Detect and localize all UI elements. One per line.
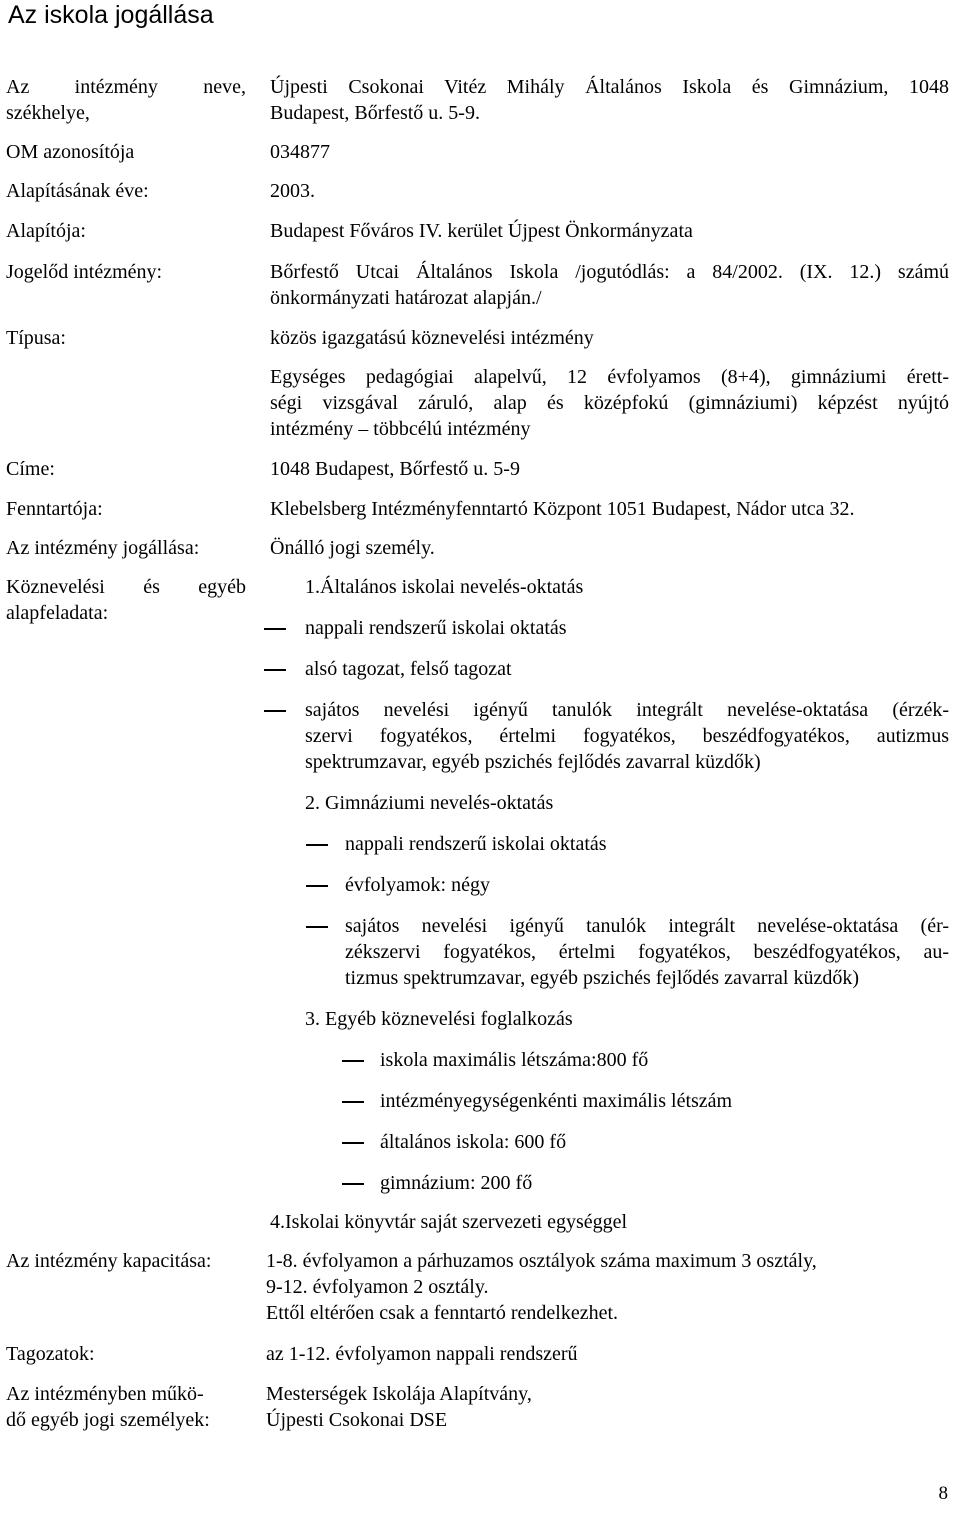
value-address: Budapest, Bőrfestő u. 5-9. xyxy=(270,102,480,124)
label-founder: Alapítója: xyxy=(6,220,86,242)
value-maintainer: Klebelsberg Intézményfenntartó Központ 1051 Budapest, Nádor utca 32. xyxy=(270,498,855,520)
label-name-cont: székhelye, xyxy=(6,102,90,124)
label-other-entities-cont: dő egyéb jogi személyek: xyxy=(6,1409,210,1431)
list-item: intézményegységenkénti maximális létszám xyxy=(380,1090,733,1112)
label-tasks-cont: alapfeladata: xyxy=(6,602,109,624)
value-legal-status: Önálló jogi személy. xyxy=(270,537,435,559)
value-other-entity-1: Mesterségek Iskolája Alapítvány, xyxy=(266,1383,532,1405)
dash-bullet xyxy=(264,628,286,630)
value-type-desc-1: Egységes pedagógiai alapelvű, 12 évfolyamos (8+4), gimnáziumi érett- xyxy=(270,366,949,388)
label-om: OM azonosítója xyxy=(6,141,135,163)
dash-bullet xyxy=(264,710,286,712)
value-capacity-2: 9-12. évfolyamon 2 osztály. xyxy=(266,1276,489,1298)
section-4-title: 4.Iskolai könyvtár saját szervezeti egységgel xyxy=(270,1211,628,1233)
value-capacity-1: 1-8. évfolyamon a párhuzamos osztályok száma maximum 3 osztály, xyxy=(266,1250,817,1272)
value-other-entity-2: Újpesti Csokonai DSE xyxy=(266,1409,448,1431)
label-predecessor: Jogelőd intézmény: xyxy=(6,261,163,283)
dash-bullet xyxy=(264,669,286,671)
list-item: évfolyamok: négy xyxy=(345,874,490,896)
value-address-full: 1048 Budapest, Bőrfestő u. 5-9 xyxy=(270,458,520,480)
dash-bullet xyxy=(342,1101,364,1103)
list-item-cont: tizmus spektrumzavar, egyéb pszichés fejlődés zavarral küzdők) xyxy=(345,967,859,989)
label-type: Típusa: xyxy=(6,327,66,349)
value-founder: Budapest Főváros IV. kerület Újpest Önkormányzata xyxy=(270,220,693,242)
label-other-entities: Az intézményben műkö- xyxy=(6,1383,204,1405)
list-item: sajátos nevelési igényű tanulók integrált nevelése-oktatása (érzék- xyxy=(305,699,949,721)
list-item-cont: zékszervi fogyatékos, értelmi fogyatékos, beszédfogyatékos, au- xyxy=(345,941,949,963)
page-title: Az iskola jogállása xyxy=(8,1,214,29)
value-type-desc-3: intézmény – többcélú intézmény xyxy=(270,418,531,440)
label-capacity: Az intézmény kapacitása: xyxy=(6,1250,212,1272)
list-item: nappali rendszerű iskolai oktatás xyxy=(305,617,567,639)
value-sections: az 1-12. évfolyamon nappali rendszerű xyxy=(266,1343,578,1365)
list-item: gimnázium: 200 fő xyxy=(380,1172,533,1194)
list-item: sajátos nevelési igényű tanulók integrált nevelése-oktatása (ér- xyxy=(345,915,949,937)
dash-bullet xyxy=(342,1142,364,1144)
list-item: általános iskola: 600 fő xyxy=(380,1131,567,1153)
section-1-title: 1.Általános iskolai nevelés-oktatás xyxy=(305,576,584,598)
value-predecessor-cont: önkormányzati határozat alapján./ xyxy=(270,287,542,309)
dash-bullet xyxy=(306,844,328,846)
label-tasks: Köznevelési és egyéb xyxy=(6,576,246,598)
list-item: iskola maximális létszáma:800 fő xyxy=(380,1049,649,1071)
value-type-desc-2: ségi vizsgával záruló, alap és középfokú (gimnáziumi) képzést nyújtó xyxy=(270,392,949,414)
value-founded: 2003. xyxy=(270,180,315,202)
dash-bullet xyxy=(306,885,328,887)
page-number: 8 xyxy=(938,1483,948,1504)
label-maintainer: Fenntartója: xyxy=(6,498,103,520)
dash-bullet xyxy=(342,1060,364,1062)
value-name: Újpesti Csokonai Vitéz Mihály Általános Iskola és Gimnázium, 1048 xyxy=(270,76,949,98)
value-predecessor: Bőrfestő Utcai Általános Iskola /jogutódlás: a 84/2002. (IX. 12.) számú xyxy=(270,261,949,283)
label-legal-status: Az intézmény jogállása: xyxy=(6,537,200,559)
value-capacity-3: Ettől eltérően csak a fenntartó rendelkezhet. xyxy=(266,1302,619,1324)
list-item-cont: szervi fogyatékos, értelmi fogyatékos, beszédfogyatékos, autizmus xyxy=(305,725,949,747)
value-om: 034877 xyxy=(270,141,330,163)
list-item-cont: spektrumzavar, egyéb pszichés fejlődés zavarral küzdők) xyxy=(305,751,761,773)
label-sections: Tagozatok: xyxy=(6,1343,95,1365)
list-item: nappali rendszerű iskolai oktatás xyxy=(345,833,607,855)
section-3-title: 3. Egyéb köznevelési foglalkozás xyxy=(305,1008,573,1030)
dash-bullet xyxy=(342,1183,364,1185)
list-item: alsó tagozat, felső tagozat xyxy=(305,658,512,680)
label-founded: Alapításának éve: xyxy=(6,180,149,202)
value-type: közös igazgatású köznevelési intézmény xyxy=(270,327,594,349)
label-name: Az intézmény neve, xyxy=(6,76,246,98)
section-2-title: 2. Gimnáziumi nevelés-oktatás xyxy=(305,792,554,814)
label-address: Címe: xyxy=(6,458,55,480)
dash-bullet xyxy=(306,926,328,928)
